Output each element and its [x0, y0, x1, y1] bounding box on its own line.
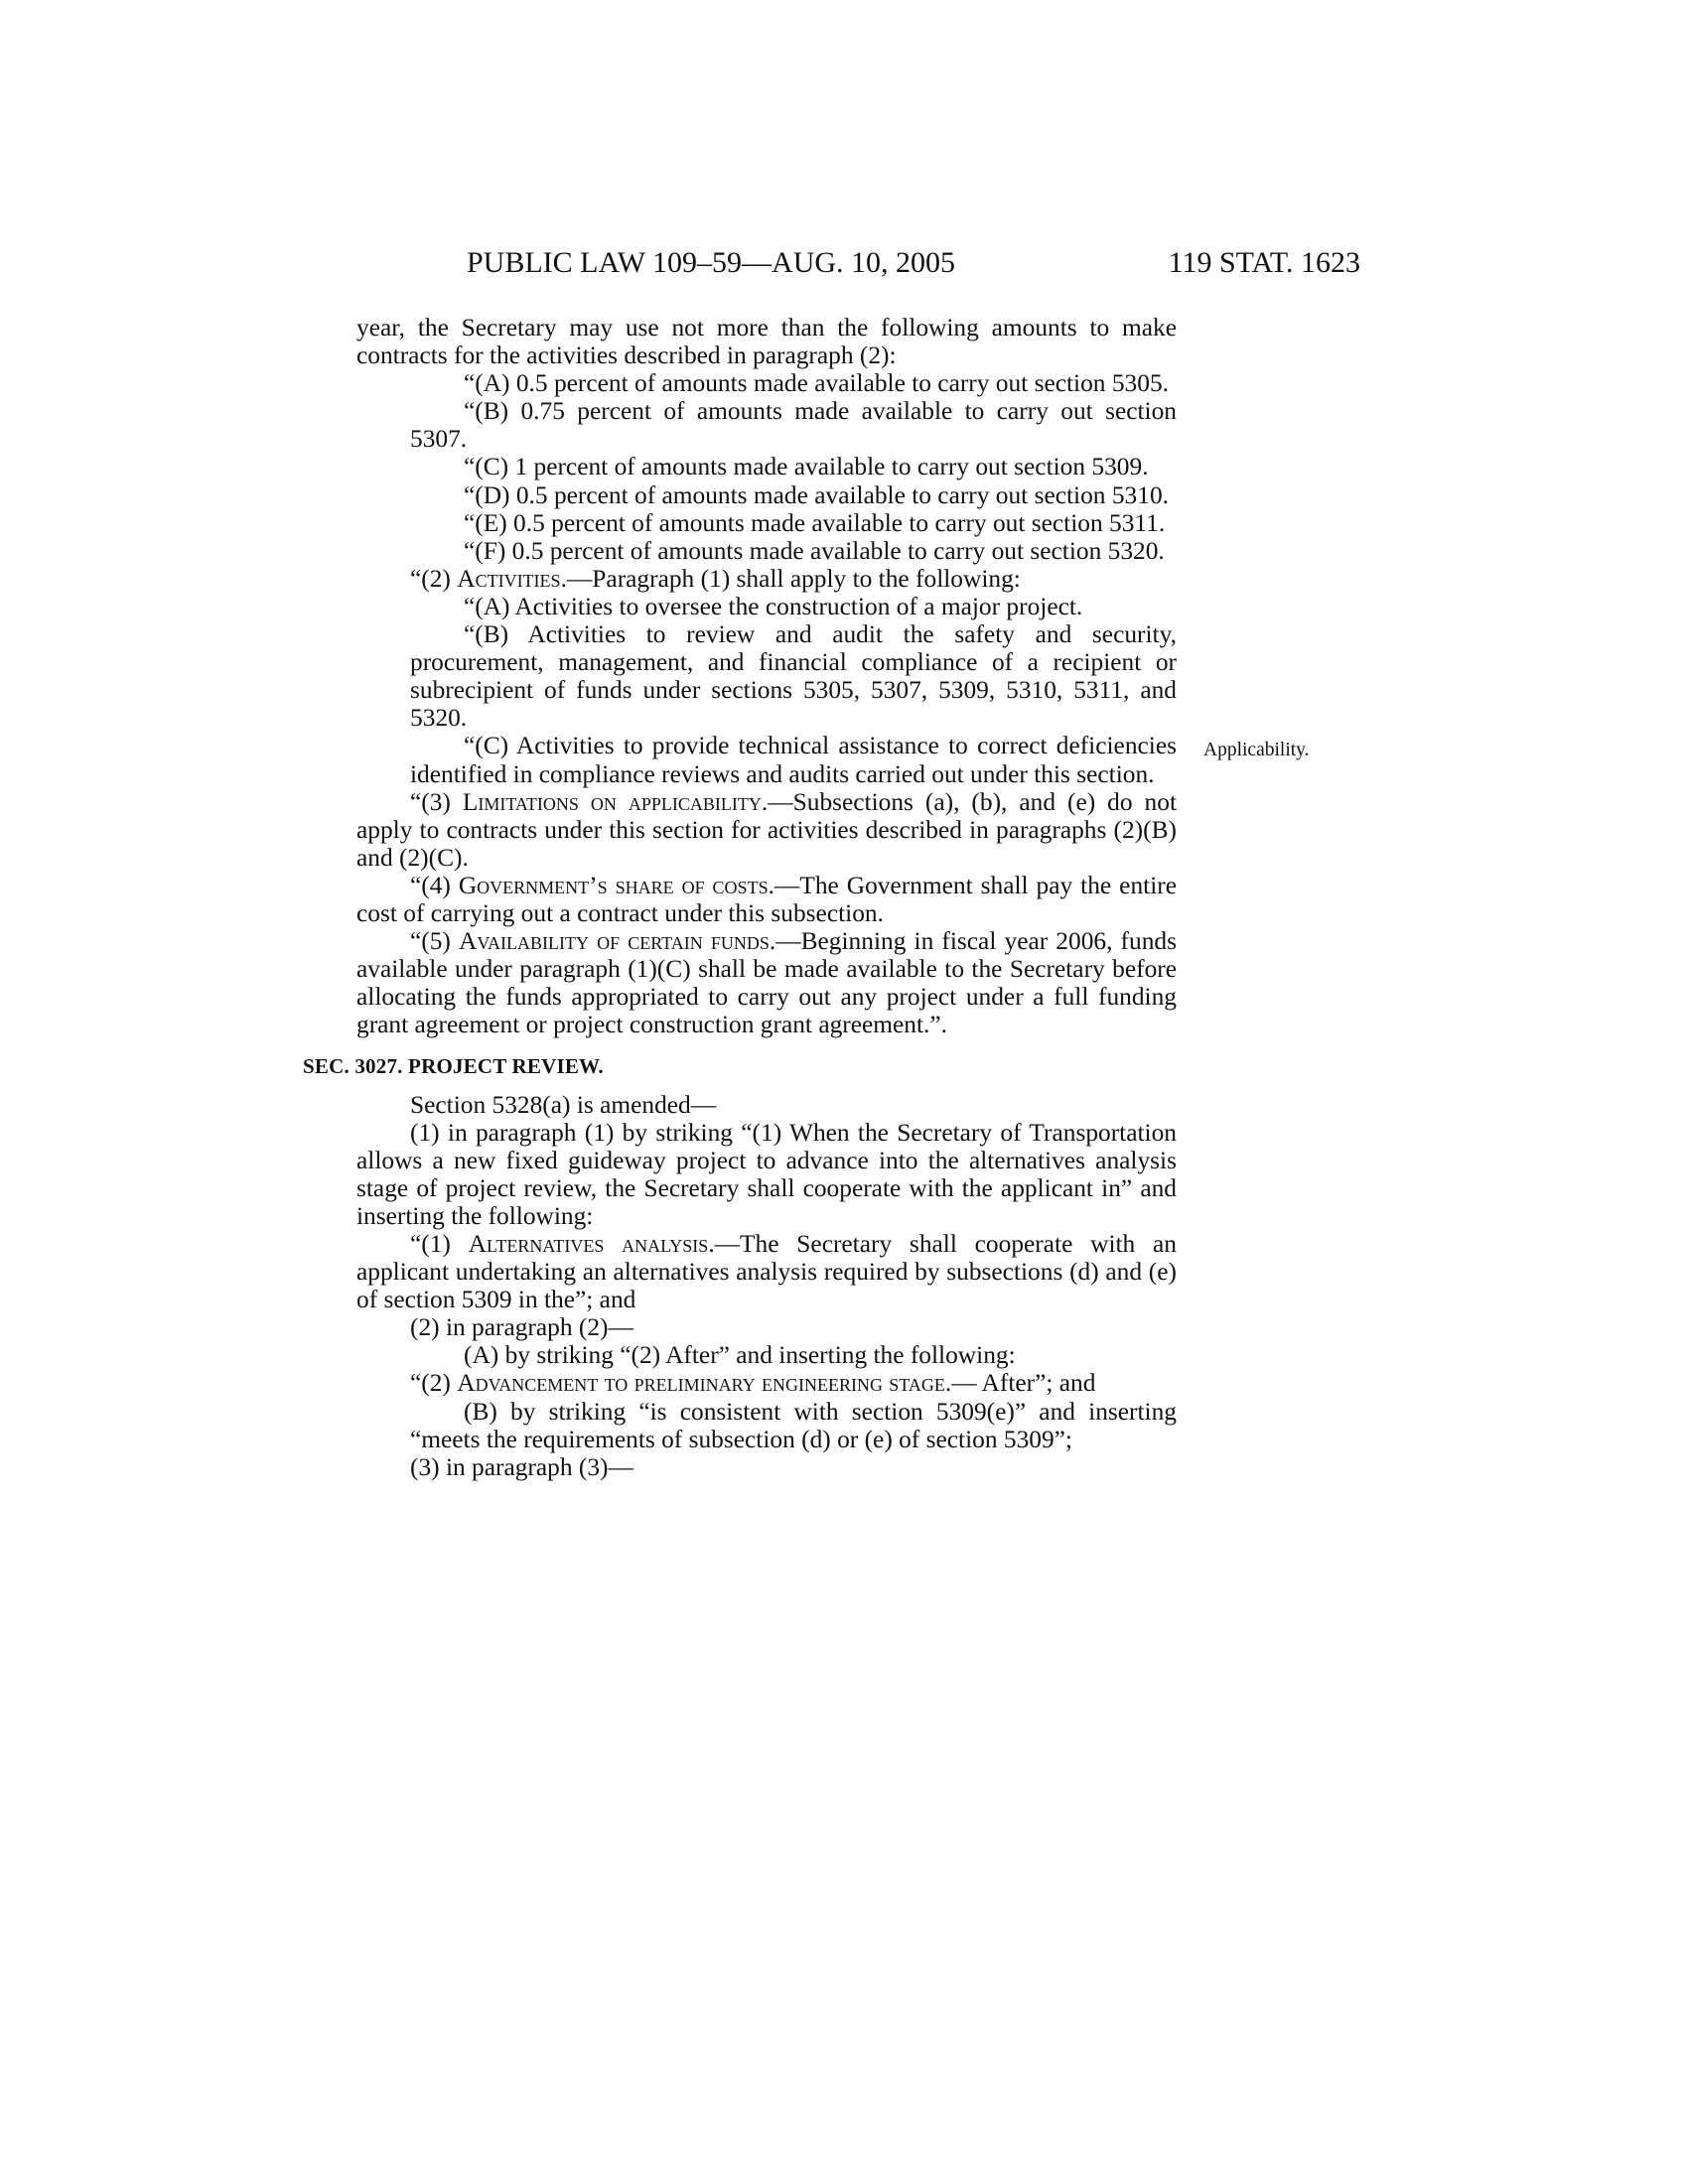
subparagraph-c: “(C) 1 percent of amounts made available to carry out section 5309.	[464, 453, 1149, 481]
subparagraph-a: “(A) 0.5 percent of amounts made available to carry out section 5305.	[464, 369, 1169, 398]
amendment-1: (1) in paragraph (1) by striking “(1) When the Secretary of Transportation allows a new fixed guideway project to advance into the alternatives analysis stage of project review, the Secretary shall cooperate with the applicant in” and inserting the following:	[356, 1118, 1177, 1230]
activities-a: “(A) Activities to oversee the construction of a major project.	[464, 592, 1083, 620]
paragraph-number: “(4)	[410, 871, 459, 899]
paragraph-number: “(2)	[410, 1369, 458, 1398]
paragraph-text: .—The Government shall pay the entire cost of carrying out a contract under this subsection.	[356, 871, 1177, 927]
paragraph-text: .—The Secretary shall cooperate with an applicant undertaking an alternatives analysis required by subsections (d) and (e) of section 5309 in the”; and	[356, 1230, 1177, 1314]
paragraph-2-activities	[356, 565, 1177, 593]
paragraph-heading: Alternatives analysis	[468, 1230, 709, 1258]
amendment-2: (2) in paragraph (2)—	[410, 1313, 633, 1342]
paragraph-5-availability	[356, 927, 1177, 1038]
paragraph-number: “(5)	[410, 927, 459, 956]
inserted-paragraph-2	[356, 1369, 1177, 1397]
paragraph-intro: year, the Secretary may use not more than the following amounts to make contracts for the activities described in paragraph (2):	[356, 314, 1177, 370]
paragraph-heading: Activities	[457, 564, 561, 593]
subparagraph-d: “(D) 0.5 percent of amounts made available to carry out section 5310.	[464, 480, 1169, 509]
paragraph-heading: Government’s share of costs	[458, 871, 769, 899]
paragraph-heading: Availability of certain funds	[459, 927, 770, 956]
paragraph-heading: Limitations on applicability	[462, 787, 762, 816]
paragraph-number: “(2)	[410, 564, 458, 593]
header-stat-page: 119 STAT. 1623	[1168, 246, 1360, 279]
margin-note-applicability: Applicability.	[1203, 740, 1310, 760]
paragraph-3-limitations	[356, 788, 1177, 872]
page-header	[467, 246, 1360, 286]
amendment-3: (3) in paragraph (3)—	[410, 1452, 633, 1481]
paragraph-text: .— After”; and	[944, 1369, 1096, 1398]
header-public-law: PUBLIC LAW 109–59—AUG. 10, 2005	[467, 246, 956, 279]
paragraph-text: .—Subsections (a), (b), and (e) do not apply to contracts under this section for activities described in paragraphs (2)(B) and (2)(C).	[356, 787, 1177, 872]
activities-c: “(C) Activities to provide technical assistance to correct deficiencies identified in compliance reviews and audits carried out under this section.	[410, 732, 1177, 788]
paragraph-text: .—Paragraph (1) shall apply to the following:	[560, 564, 1021, 593]
paragraph-text: .—Beginning in fiscal year 2006, funds available under paragraph (1)(C) shall be made available to the Secretary before allocating the funds appropriated to carry out any project under a full funding grant agreement or project construction grant agreement.”.	[356, 927, 1177, 1039]
section-heading: SEC. 3027. PROJECT REVIEW.	[303, 1054, 604, 1079]
subparagraph-b: “(B) 0.75 percent of amounts made available to carry out section 5307.	[410, 397, 1177, 454]
amendment-2-b: (B) by striking “is consistent with section 5309(e)” and inserting “meets the requirements of subsection (d) or (e) of section 5309”;	[410, 1397, 1177, 1453]
subparagraph-f: “(F) 0.5 percent of amounts made available to carry out section 5320.	[464, 536, 1165, 565]
activities-b: “(B) Activities to review and audit the safety and security, procurement, management, and financial compliance of a recipient or subrecipient of funds under sections 5305, 5307, 5309, 5310, 5311, and 5320.	[410, 620, 1177, 733]
amendment-2-a: (A) by striking “(2) After” and inserting the following:	[464, 1341, 1016, 1370]
paragraph-number: “(3)	[410, 787, 463, 816]
section-5328-intro: Section 5328(a) is amended—	[410, 1090, 717, 1119]
paragraph-4-government-share	[356, 872, 1177, 927]
document-body	[303, 314, 1177, 1481]
inserted-paragraph-1	[356, 1230, 1177, 1313]
subparagraph-e: “(E) 0.5 percent of amounts made available to carry out section 5311.	[464, 508, 1166, 537]
paragraph-number: “(1)	[410, 1230, 469, 1258]
paragraph-heading: Advancement to preliminary engineering stage	[457, 1369, 945, 1398]
